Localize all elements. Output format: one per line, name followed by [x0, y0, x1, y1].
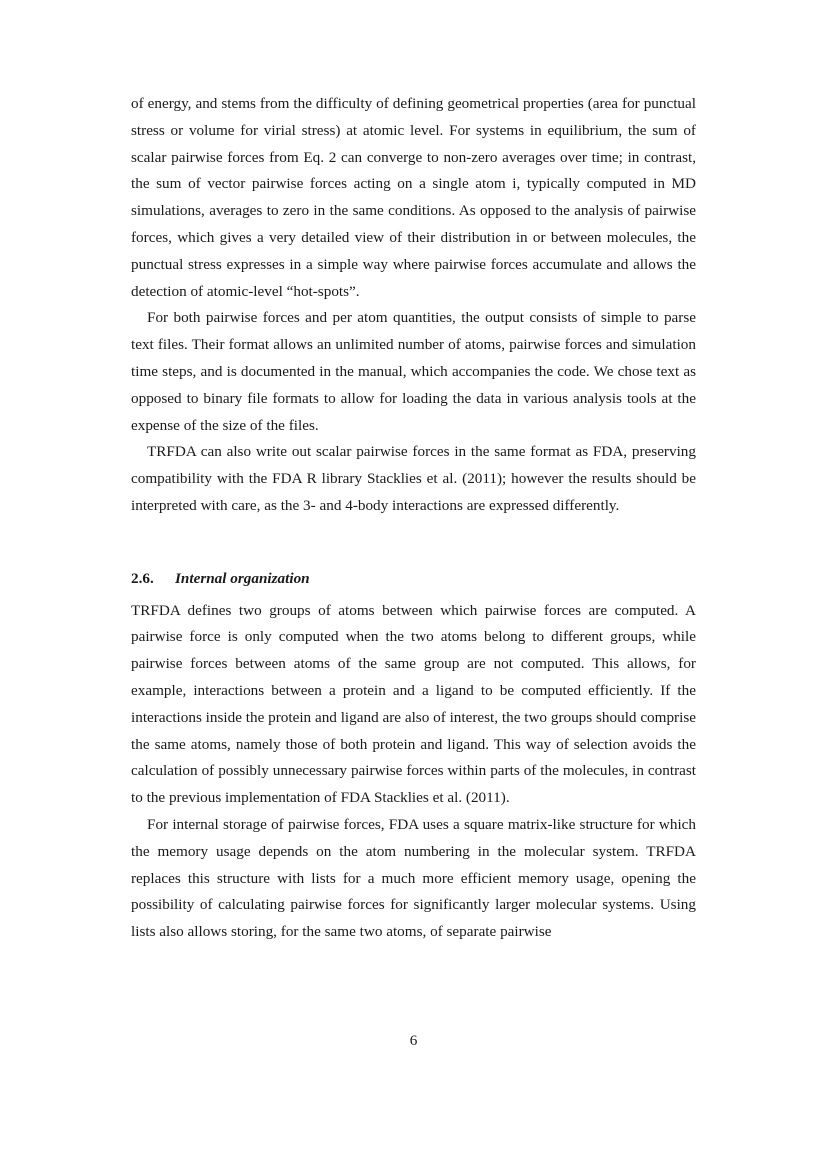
- section-title: Internal organization: [175, 569, 310, 587]
- section-heading: [131, 566, 696, 593]
- paragraph-output-format: For both pairwise forces and per atom quantities, the output consists of simple to parse text files. Their format allows an unlimited number of atoms, pairwise forces and simulation time steps, and is documented in the manual, which accompanies the code. We chose text as opposed to binary file formats to allow for loading the data in various analysis tools at the expense of the size of the files.: [131, 309, 696, 434]
- paragraph-internal-storage: For internal storage of pairwise forces, FDA uses a square matrix-like structure for which the memory usage depends on the atom numbering in the molecular system. TRFDA replaces this structure with lists for a much more efficient memory usage, opening the possibility of calculating pairwise forces for significantly larger molecular systems. Using lists also allows storing, for the same two atoms, of separate pairwise: [131, 815, 696, 941]
- section-number: 2.6.: [131, 569, 154, 587]
- page-number: 6: [409, 1032, 418, 1049]
- page-body: [131, 91, 696, 946]
- paragraph-compatibility: TRFDA can also write out scalar pairwise forces in the same format as FDA, preserving compatibility with the FDA R library Stacklies et al. (2011); however the results should be interpreted with care, as the 3- and 4-body interactions are expressed differently.: [131, 443, 696, 514]
- paragraph-continuation: of energy, and stems from the difficulty of defining geometrical properties (area for punctual stress or volume for virial stress) at atomic level. For systems in equilibrium, the sum of scalar pairwise forces from Eq. 2 can converge to non-zero averages over time; in contrast, the sum of vector pairwise forces acting on a single atom i, typically computed in MD simulations, averages to zero in the same conditions. As opposed to the analysis of pairwise forces, which gives a very detailed view of their distribution in or between molecules, the punctual stress expresses in a simple way where pairwise forces accumulate and allows the detection of atomic-level “hot-spots”.: [131, 95, 696, 300]
- paragraph-groups: TRFDA defines two groups of atoms between which pairwise forces are computed. A pairwise force is only computed when the two atoms belong to different groups, while pairwise forces between atoms of the same group are not computed. This allows, for example, interactions between a protein and a ligand to be computed efficiently. If the interactions inside the protein and ligand are also of interest, the two groups should comprise the same atoms, namely those of both protein and ligand. This way of selection avoids the calculation of possibly unnecessary pairwise forces within parts of the molecules, in contrast to the previous implementation of FDA Stacklies et al. (2011).: [131, 601, 696, 807]
